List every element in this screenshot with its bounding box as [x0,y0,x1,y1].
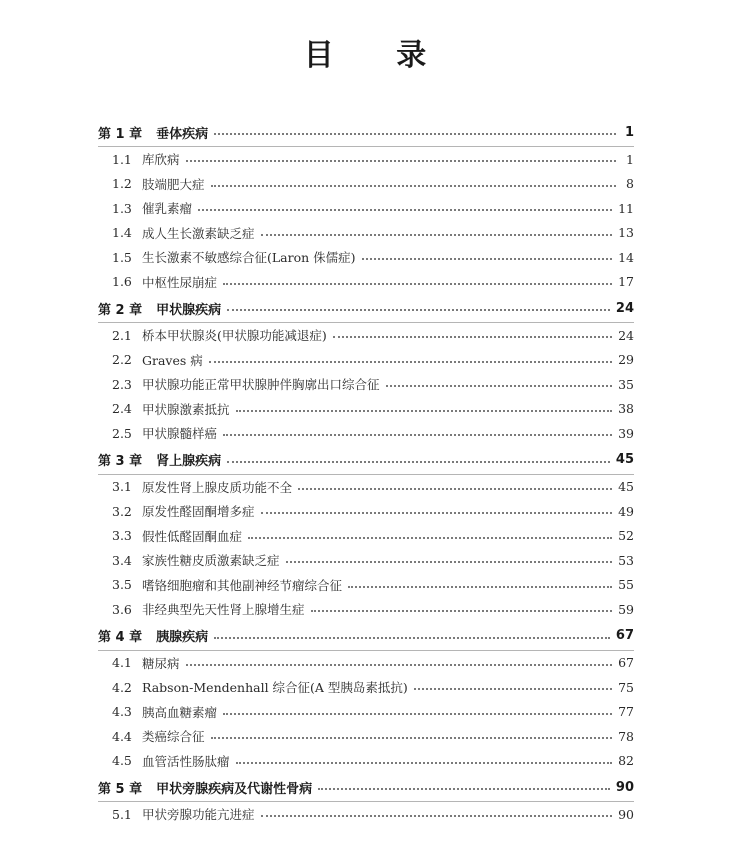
section-number: 4.1 [112,655,132,671]
section-title: 甲状腺髓样癌 [142,426,218,442]
dot-leader [223,433,612,436]
section-entry[interactable] [98,172,634,197]
chapter-page-number: 90 [615,779,634,795]
section-title: 糖尿病 [142,655,180,671]
chapter-entry[interactable] [98,446,634,475]
dot-leader [223,282,612,285]
section-entry[interactable] [98,573,634,598]
chapter-page-number: 45 [615,452,634,467]
dot-leader [414,687,612,690]
section-number: 5.1 [112,806,132,822]
section-number: 3.2 [112,503,132,519]
section-entry[interactable] [98,245,634,270]
section-number: 1.4 [112,225,132,241]
section-title: 甲状腺功能正常甲状腺肿伴胸廓出口综合征 [142,377,380,393]
dot-leader [348,585,612,588]
chapter-title: 垂体疾病 [156,126,209,142]
dot-leader [261,814,613,817]
section-number: 2.3 [112,376,132,392]
dot-leader [211,736,613,739]
section-title: Graves 病 [142,352,203,368]
dot-leader [214,636,610,639]
section-page-number: 39 [618,425,634,441]
section-page-number: 29 [618,352,634,368]
section-title: 类癌综合征 [142,729,205,745]
chapter-entry[interactable] [98,118,634,147]
section-number: 1.5 [112,249,132,265]
dot-leader [236,761,613,764]
section-page-number: 78 [618,728,634,744]
section-entry[interactable] [98,147,634,172]
section-page-number: 14 [618,249,634,265]
chapter-title: 甲状腺疾病 [156,302,222,318]
section-page-number: 8 [626,176,634,192]
section-number: 2.5 [112,425,132,441]
section-page-number: 75 [618,679,634,695]
section-title: 假性低醛固酮血症 [142,528,243,544]
section-page-number: 77 [618,704,634,720]
dot-leader [333,335,612,338]
chapter-entry[interactable] [98,773,634,802]
dot-leader [318,787,610,790]
section-title: 原发性醛固酮增多症 [142,504,255,520]
dot-leader [214,132,616,135]
section-title: 嗜铬细胞瘤和其他副神经节瘤综合征 [142,577,343,593]
chapter-title: 胰腺疾病 [156,630,209,645]
chapter-page-number: 1 [624,124,634,140]
dot-leader [298,487,612,490]
chapter-number: 第 1 章 [98,126,143,142]
dot-leader [386,384,613,387]
dot-leader [211,184,616,187]
section-page-number: 90 [618,806,634,822]
dot-leader [286,560,613,563]
section-entry[interactable] [98,323,634,348]
chapter-title: 肾上腺疾病 [156,454,222,469]
section-page-number: 11 [618,200,634,216]
dot-leader [209,360,612,363]
section-number: 3.6 [112,601,132,617]
section-title: 库欣病 [142,152,180,168]
chapter-number: 第 3 章 [98,454,143,469]
section-page-number: 13 [618,225,634,241]
section-page-number: 53 [618,552,634,568]
section-entry[interactable] [98,372,634,397]
dot-leader [261,233,613,236]
section-number: 4.3 [112,704,132,720]
chapter-number: 第 4 章 [98,630,143,645]
section-number: 2.2 [112,352,132,368]
section-page-number: 17 [618,274,634,290]
section-title: 成人生长激素缺乏症 [142,225,255,241]
section-entry[interactable] [98,270,634,295]
chapter-entry[interactable] [98,294,634,323]
section-entry[interactable] [98,597,634,622]
section-entry[interactable] [98,675,634,700]
section-title: Rabson-Mendenhall 综合征(A 型胰岛素抵抗) [142,680,408,696]
section-entry[interactable] [98,475,634,500]
dot-leader [223,712,612,715]
chapter-page-number: 24 [615,300,634,316]
section-page-number: 35 [618,376,634,392]
section-number: 1.3 [112,200,132,216]
section-entry[interactable] [98,700,634,725]
table-of-contents [98,118,634,827]
section-title: 甲状腺激素抵抗 [142,401,230,417]
section-entry[interactable] [98,221,634,246]
section-entry[interactable] [98,724,634,749]
dot-leader [261,511,613,514]
section-title: 胰高血糖素瘤 [142,704,218,720]
section-page-number: 82 [618,753,634,769]
section-title: 甲状旁腺功能亢进症 [142,807,255,823]
section-number: 1.2 [112,176,132,192]
dot-leader [248,536,612,539]
dot-leader [362,257,613,260]
section-page-number: 49 [618,503,634,519]
section-title: 原发性肾上腺皮质功能不全 [142,479,293,495]
dot-leader [186,159,616,162]
section-number: 3.1 [112,479,132,495]
section-title: 生长激素不敏感综合征(Laron 侏儒症) [142,250,356,266]
section-entry[interactable] [98,548,634,573]
chapter-number: 第 2 章 [98,302,143,318]
dot-leader [227,460,610,463]
section-entry[interactable] [98,397,634,422]
section-title: 桥本甲状腺炎(甲状腺功能减退症) [142,328,327,344]
chapter-entry[interactable] [98,622,634,651]
section-title: 血管活性肠肽瘤 [142,753,230,769]
dot-leader [227,308,610,311]
section-number: 3.4 [112,552,132,568]
section-entry[interactable] [98,421,634,446]
page-title: 目 录 [303,38,453,73]
section-entry[interactable] [98,196,634,221]
section-entry[interactable] [98,524,634,549]
section-page-number: 45 [618,479,634,495]
section-number: 3.3 [112,528,132,544]
section-number: 4.4 [112,728,132,744]
section-title: 非经典型先天性肾上腺增生症 [142,602,305,618]
section-title: 催乳素瘤 [142,201,193,217]
section-title: 肢端肥大症 [142,176,205,192]
section-number: 1.1 [112,151,132,167]
dot-leader [198,208,612,211]
section-number: 1.6 [112,274,132,290]
section-entry[interactable] [98,348,634,373]
chapter-title: 甲状旁腺疾病及代谢性骨病 [156,781,313,797]
section-number: 2.1 [112,327,132,343]
section-page-number: 67 [618,655,634,671]
section-page-number: 24 [618,327,634,343]
section-page-number: 59 [618,601,634,617]
dot-leader [236,409,613,412]
section-number: 4.2 [112,679,132,695]
section-number: 2.4 [112,401,132,417]
section-entry[interactable] [98,749,634,774]
section-page-number: 38 [618,401,634,417]
chapter-page-number: 67 [615,628,634,643]
section-title: 中枢性尿崩症 [142,274,218,290]
dot-leader [186,663,613,666]
section-entry[interactable] [98,651,634,676]
section-entry[interactable] [98,499,634,524]
section-page-number: 55 [618,577,634,593]
dot-leader [311,609,613,612]
chapter-number: 第 5 章 [98,781,143,797]
section-page-number: 1 [626,151,634,167]
section-entry[interactable] [98,802,634,827]
section-number: 4.5 [112,753,132,769]
section-page-number: 52 [618,528,634,544]
section-title: 家族性糖皮质激素缺乏症 [142,553,280,569]
section-number: 3.5 [112,577,132,593]
